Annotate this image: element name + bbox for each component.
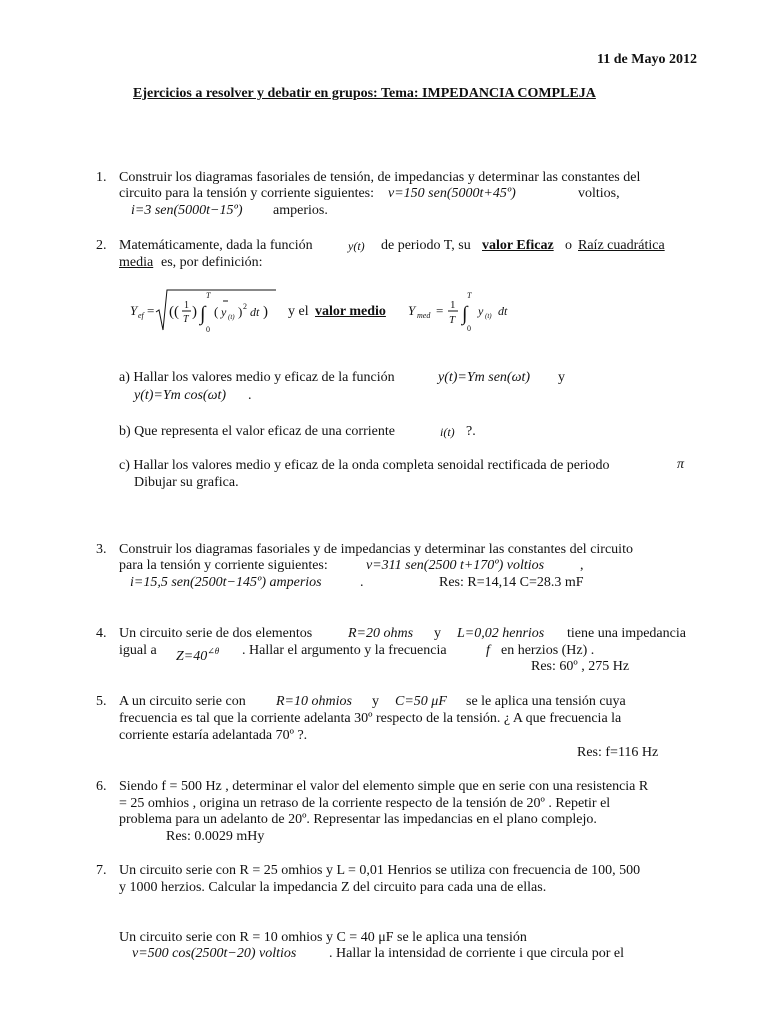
- exercise-2c-line-2: Dibujar su grafica.: [134, 475, 239, 490]
- exercise-4-impedance-value: Z=40: [176, 649, 208, 664]
- exercise-2-line-1d: o: [565, 238, 572, 253]
- exercise-2-line-2a: media: [119, 255, 154, 270]
- exercise-6-line-2: = 25 omhios , origina un retraso de la corriente respecto de la tensión de 20º . Repetir el: [119, 796, 611, 811]
- svg-text:): ): [263, 304, 268, 320]
- exercise-5-number: 5.: [96, 694, 107, 709]
- document-date: 11 de Mayo 2012: [597, 52, 697, 67]
- exercise-1-voltage-unit: voltios,: [578, 186, 620, 201]
- exercise-5-line-1b: se le aplica una tensión cuya: [466, 694, 626, 709]
- exercise-6-line-3: problema para un adelanto de 20º. Representar las impedancias en el plano complejo.: [119, 812, 597, 827]
- exercise-5-capacitance: C=50 μF: [395, 694, 447, 709]
- svg-text:(t): (t): [228, 313, 235, 321]
- svg-text:(: (: [214, 304, 219, 319]
- exercise-1-line-1: Construir los diagramas fasoriales de tensión, de impedancias y determinar las constantes del: [119, 170, 641, 185]
- exercise-2-line-2b: es, por definición:: [161, 255, 263, 270]
- exercise-2c-pi: π: [677, 457, 685, 472]
- exercise-4-number: 4.: [96, 626, 107, 641]
- mean-formula: [408, 288, 518, 332]
- exercise-2b-text: b) Que representa el valor eficaz de una corriente: [119, 424, 395, 439]
- exercise-4-frequency-symbol: f: [486, 643, 490, 658]
- svg-text:=: =: [147, 303, 155, 318]
- svg-text:ef: ef: [138, 311, 144, 320]
- svg-text:Y: Y: [130, 303, 138, 318]
- exercise-5-line-1a: A un circuito serie con: [119, 694, 246, 709]
- exercise-8-line-1: Un circuito serie con R = 10 omhios y C = 40 μF se le aplica una tensión: [119, 930, 527, 945]
- svg-text:∫: ∫: [200, 303, 206, 325]
- exercise-4-impedance: [176, 643, 219, 665]
- exercise-2-line-1a: Matemáticamente, dada la función: [119, 238, 313, 253]
- exercise-5-result: Res: f=116 Hz: [577, 745, 659, 760]
- exercise-8-line-2: . Hallar la intensidad de corriente i que circula por el: [329, 946, 625, 961]
- exercise-7-line-2: y 1000 herzios. Calcular la impedancia Z del circuito para cada una de ellas.: [119, 880, 547, 895]
- exercise-5-and: y: [372, 694, 379, 709]
- exercise-3-current-formula: i=15,5 sen(2500t−145º) amperios: [130, 575, 322, 590]
- formula-connector-text: y el: [288, 304, 309, 319]
- exercise-1-voltage-formula: v=150 sen(5000t+45º): [388, 186, 516, 201]
- mean-value-term: valor medio: [315, 304, 386, 319]
- svg-text:=: =: [436, 303, 444, 318]
- svg-text:T: T: [183, 314, 189, 325]
- exercise-8-voltage-formula: v=500 cos(2500t−20) voltios: [132, 946, 297, 961]
- exercise-1-current-formula: i=3 sen(5000t−15º): [131, 203, 243, 218]
- svg-text:T: T: [206, 291, 211, 300]
- svg-text:(t): (t): [485, 312, 492, 320]
- exercise-4-line-1a: Un circuito serie de dos elementos: [119, 626, 313, 641]
- exercise-3-result: Res: R=14,14 C=28.3 mF: [439, 575, 584, 590]
- exercise-6-number: 6.: [96, 779, 107, 794]
- exercise-1-number: 1.: [96, 170, 107, 185]
- exercise-4-resistance: R=20 ohms: [348, 626, 414, 641]
- svg-text:T: T: [449, 314, 456, 326]
- exercise-2a-function-2: y(t)=Ym cos(ωt): [134, 388, 227, 403]
- exercise-4-inductance: L=0,02 henrios: [457, 626, 545, 641]
- exercise-3-number: 3.: [96, 542, 107, 557]
- exercise-5-line-3: corriente estaría adelantada 70º ?.: [119, 728, 308, 743]
- exercise-2a-text: a) Hallar los valores medio y eficaz de la función: [119, 370, 395, 385]
- svg-text:T: T: [467, 291, 472, 300]
- exercise-7-line-1: Un circuito serie con R = 25 omhios y L = 0,01 Henrios se utiliza con frecuencia de 100, 500: [119, 863, 641, 878]
- exercise-4-and: y: [434, 626, 441, 641]
- exercise-2b-current-symbol: i(t): [440, 425, 455, 439]
- exercise-3-line-1: Construir los diagramas fasoriales y de impedancias y determinar las constantes del circuito: [119, 542, 633, 557]
- exercise-2c-line-1: c) Hallar los valores medio y eficaz de la onda completa senoidal rectificada de periodo: [119, 458, 610, 473]
- svg-text:0: 0: [206, 325, 210, 334]
- svg-text:0: 0: [467, 324, 471, 332]
- svg-text:y: y: [478, 304, 484, 318]
- exercise-2b-end: ?.: [466, 424, 476, 439]
- svg-text:1: 1: [184, 300, 189, 311]
- exercise-4-line-2a: igual a: [119, 643, 157, 658]
- svg-text:2: 2: [243, 302, 247, 311]
- exercise-6-result: Res: 0.0029 mHy: [166, 829, 265, 844]
- exercise-2a-dot: .: [248, 388, 252, 403]
- exercise-2-line-1b: de periodo T, su: [381, 238, 471, 253]
- exercise-4-impedance-angle: ∠θ: [207, 646, 220, 656]
- exercise-4-line-2b: . Hallar el argumento y la frecuencia: [242, 643, 447, 658]
- exercise-2a-function-1: y(t)=Ym sen(ωt): [438, 370, 531, 385]
- exercise-2-number: 2.: [96, 238, 107, 253]
- exercise-4-result: Res: 60º , 275 Hz: [531, 659, 630, 674]
- exercise-3-comma: ,: [580, 558, 584, 573]
- svg-text:∫: ∫: [462, 303, 468, 325]
- svg-text:): ): [192, 304, 197, 320]
- svg-text:dt: dt: [250, 305, 260, 319]
- exercise-6-line-1: Siendo f = 500 Hz , determinar el valor del elemento simple que en serie con una resistencia R: [119, 779, 649, 794]
- exercise-5-line-2: frecuencia es tal que la corriente adelanta 30º respecto de la tensión. ¿ A que frecuencia la: [119, 711, 622, 726]
- exercise-2-function-symbol: y(t): [348, 239, 365, 253]
- svg-text:((: ((: [169, 304, 179, 320]
- exercise-2a-and: y: [558, 370, 565, 385]
- exercise-3-voltage-formula: v=311 sen(2500 t+170º) voltios: [366, 558, 545, 573]
- page-title: Ejercicios a resolver y debatir en grupos: Tema: IMPEDANCIA COMPLEJA: [133, 86, 596, 101]
- svg-text:Y: Y: [408, 303, 416, 318]
- exercise-4-line-1b: tiene una impedancia: [567, 626, 686, 641]
- exercise-1-current-unit: amperios.: [273, 203, 328, 218]
- svg-text:y: y: [221, 305, 227, 319]
- svg-text:1: 1: [450, 299, 456, 311]
- svg-text:): ): [238, 304, 243, 319]
- exercise-5-resistance: R=10 ohmios: [276, 694, 352, 709]
- exercise-3-line-2: para la tensión y corriente siguientes:: [119, 558, 328, 573]
- exercise-2-rms-term: valor Eficaz: [482, 238, 554, 253]
- exercise-7-number: 7.: [96, 863, 107, 878]
- exercise-2-rms-term-2: Raíz cuadrática: [578, 238, 665, 253]
- exercise-3-dot: .: [360, 575, 364, 590]
- exercise-1-line-2: circuito para la tensión y corriente siguientes:: [119, 186, 375, 201]
- svg-text:med: med: [417, 311, 431, 320]
- svg-text:dt: dt: [498, 304, 508, 318]
- exercise-4-line-2c: en herzios (Hz) .: [501, 643, 595, 658]
- rms-formula: [130, 286, 280, 334]
